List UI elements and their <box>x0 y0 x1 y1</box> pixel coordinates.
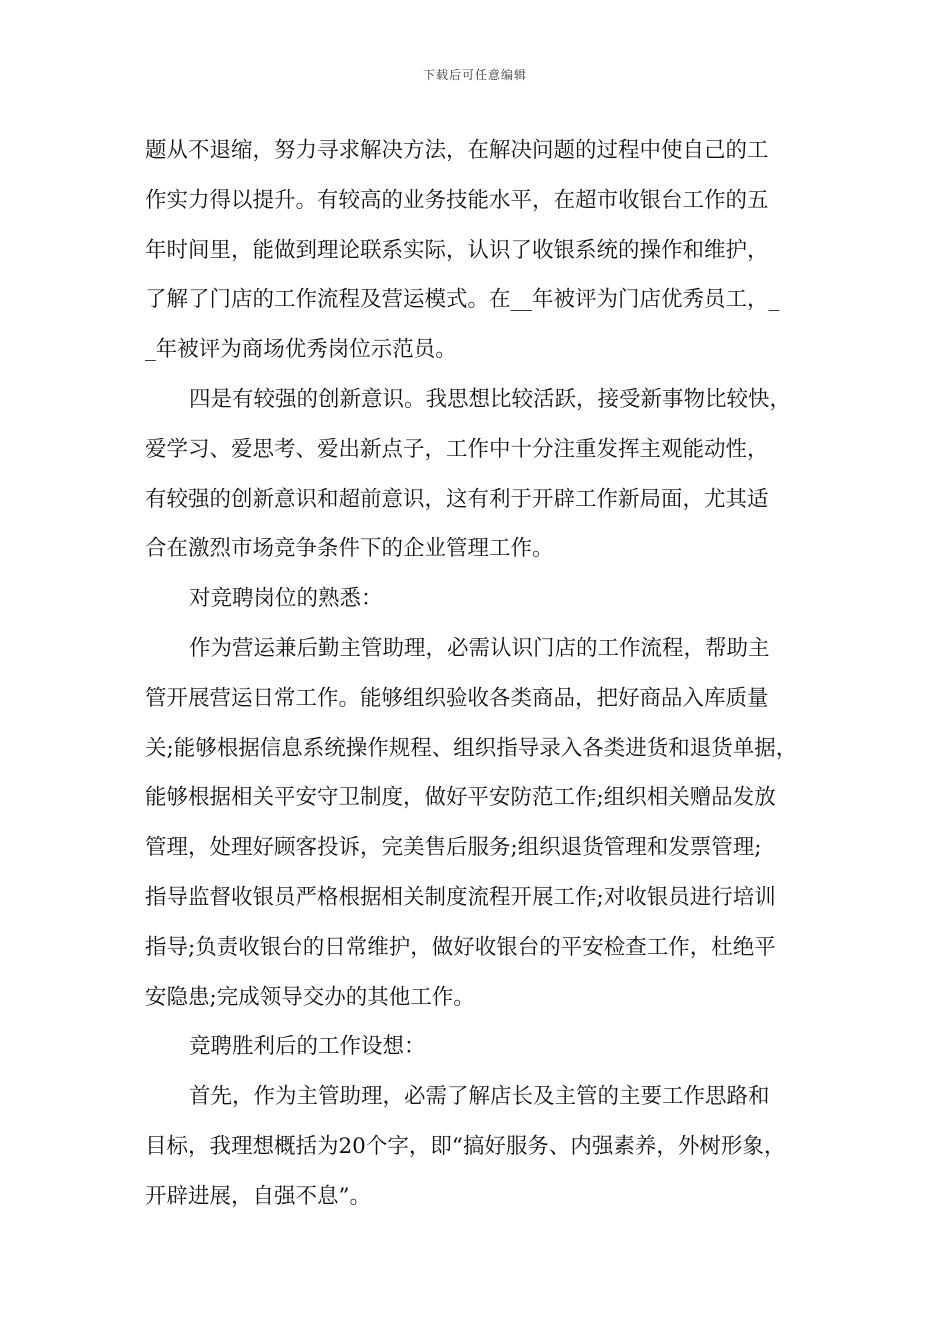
paragraph-start-line: 首先，作为主管助理，必需了解店长及主管的主要工作思路和 <box>189 1084 770 1110</box>
text-line: 管理，处理好顾客投诉，完美售后服务;组织退货管理和发票管理; <box>145 835 762 861</box>
section-heading: 竞聘胜利后的工作设想： <box>189 1034 426 1060</box>
text-line: 管开展营运日常工作。能够组织验收各类商品，把好商品入库质量 <box>145 685 769 711</box>
text-line: 题从不退缩，努力寻求解决方法，在解决问题的过程中使自己的工 <box>145 138 769 163</box>
text-line: 爱学习、爱思考、爱出新点子，工作中十分注重发挥主观能动性， <box>145 436 769 462</box>
paragraph-start-line: 四是有较强的创新意识。我思想比较活跃，接受新事物比较快， <box>189 386 792 412</box>
text-line: 安隐患;完成领导交办的其他工作。 <box>145 984 475 1010</box>
text-line: 指导;负责收银台的日常维护，做好收银台的平安检查工作，杜绝平 <box>145 934 776 960</box>
text-line: 有较强的创新意识和超前意识，这有利于开辟工作新局面，尤其适 <box>145 486 769 512</box>
text-line: 目标，我理想概括为20个字，即“搞好服务、内强素养，外树形象， <box>145 1133 786 1159</box>
paragraph-start-line: 作为营运兼后勤主管助理，必需认识门店的工作流程，帮助主 <box>189 635 770 661</box>
text-line: 了解了门店的工作流程及营运模式。在__年被评为门店优秀员工，_ <box>145 287 780 313</box>
text-line: 合在激烈市场竞争条件下的企业管理工作。 <box>145 536 554 562</box>
text-line: 指导监督收银员严格根据相关制度流程开展工作;对收银员进行培训 <box>145 884 776 910</box>
text-line: 年时间里，能做到理论联系实际，认识了收银系统的操作和维护， <box>145 237 769 263</box>
text-line: 能够根据相关平安守卫制度，做好平安防范工作;组织相关赠品发放 <box>145 785 776 811</box>
text-line: 关;能够根据信息系统操作规程、组织指导录入各类进货和退货单据， <box>145 735 798 761</box>
text-line: 开辟进展，自强不息”。 <box>145 1183 371 1209</box>
text-line: 作实力得以提升。有较高的业务技能水平，在超市收银台工作的五 <box>145 187 769 213</box>
document-body <box>145 126 815 1222</box>
section-heading: 对竞聘岗位的熟悉： <box>189 586 383 612</box>
text-line: _年被评为商场优秀岗位示范员。 <box>145 337 457 363</box>
page-header: 下载后可任意编辑 <box>422 68 527 82</box>
